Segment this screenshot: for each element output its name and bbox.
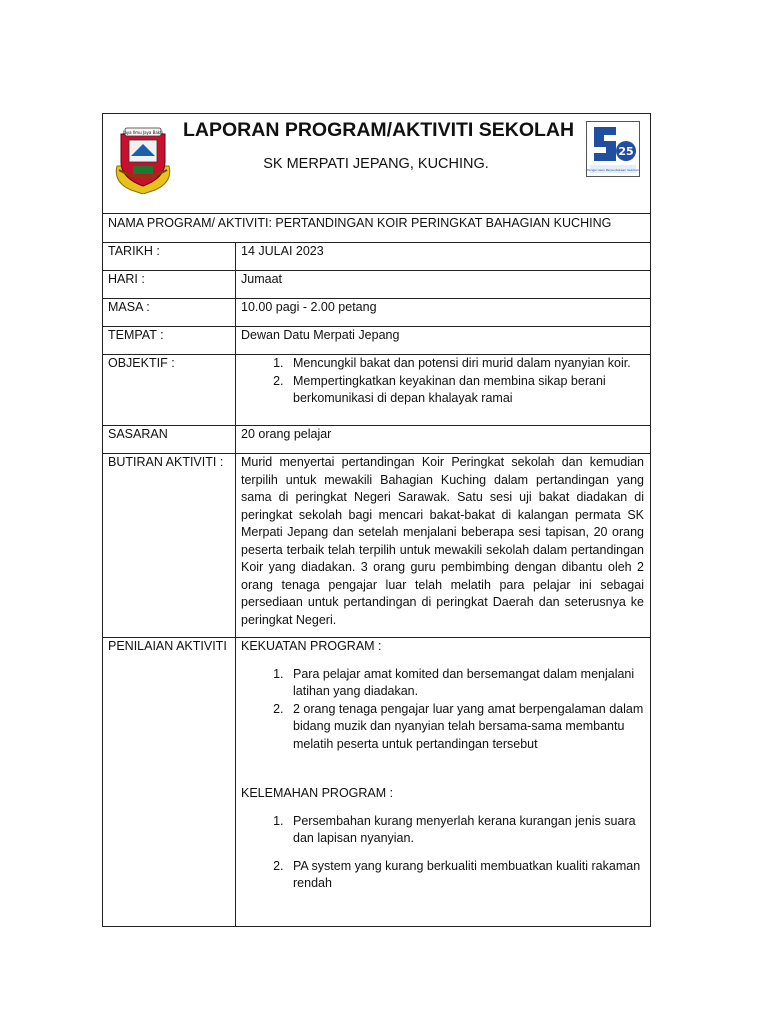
list-item: 2. PA system yang kurang berkualiti membuatkan kualiti rakaman rendah xyxy=(287,858,644,893)
badge-caption: Pengurusan Perpustakaan Sekolah xyxy=(587,168,639,172)
penilaian-value xyxy=(236,638,651,926)
school-crest-logo xyxy=(111,126,175,194)
kekuatan-list xyxy=(241,666,644,754)
spacer xyxy=(241,656,644,662)
kekuatan-heading: KEKUATAN PROGRAM : xyxy=(241,639,382,653)
list-item: 2. Mempertingkatkan keyakinan dan membina sikap berani berkomunikasi di depan khalayak ramai xyxy=(287,373,644,408)
butiran-value: Murid menyertai pertandingan Koir Peringkat sekolah dan kemudian terpilih untuk mewakili Bahagian Kuching dalam pertandingan yang sama di peringkat Negeri Sarawak. Satu sesi uji bakat diadakan di peringkat sekolah bagi mencari bakat-bakat di kalangan permata SK Merpati Jepang dan setelah menjalani beberapa sesi tapisan, 20 orang peserta terbaik telah terpilih untuk mewakili sekolah dalam pertandingan Koir yang diadakan. 3 orang guru pembimbing dengan dibantu oleh 2 orang tenaga pengajar luar telah melatih para pelajar ini sebagai persediaan untuk pertandingan di peringkat Daerah dan seterusnya ke peringkat Negeri. xyxy=(236,454,651,638)
objektif-label: OBJEKTIF : xyxy=(103,355,236,426)
butiran-label: BUTIRAN AKTIVITI : xyxy=(103,454,236,638)
penilaian-label: PENILAIAN AKTIVITI xyxy=(103,638,236,926)
report-details-table xyxy=(103,242,650,926)
list-item: 2. 2 orang tenaga pengajar luar yang amat berpengalaman dalam bidang muzik dan nyanyian telah bersama-sama membantu melatih peserta untuk pertandingan tersebut xyxy=(287,701,644,754)
row-masa xyxy=(103,299,650,327)
kelemahan-heading: KELEMAHAN PROGRAM : xyxy=(241,786,394,800)
spacer xyxy=(241,753,644,785)
row-sasaran xyxy=(103,426,650,454)
row-objektif xyxy=(103,355,650,426)
report-header xyxy=(103,114,650,213)
program-name: NAMA PROGRAM/ AKTIVITI: PERTANDINGAN KOIR PERINGKAT BAHAGIAN KUCHING xyxy=(108,216,612,230)
program-name-row xyxy=(103,213,650,242)
tempat-value: Dewan Datu Merpati Jepang xyxy=(236,327,651,355)
school-name: SK MERPATI JEPANG, KUCHING. xyxy=(263,156,489,172)
crest-motto-text: Jaya Ilmu Jaya Bakti xyxy=(123,130,163,135)
sasaran-label: SASARAN xyxy=(103,426,236,454)
list-item: 1. Mencungkil bakat dan potensi diri murid dalam nyanyian koir. xyxy=(287,355,644,373)
row-tempat xyxy=(103,327,650,355)
kelemahan-list xyxy=(241,813,644,893)
library-badge-logo xyxy=(586,121,640,177)
tarikh-label: TARIKH : xyxy=(103,243,236,271)
row-penilaian xyxy=(103,638,650,926)
report-title: LAPORAN PROGRAM/AKTIVITI SEKOLAH xyxy=(183,119,575,141)
list-item: 1. Persembahan kurang menyerlah kerana kurangan jenis suara dan lapisan nyanyian. xyxy=(287,813,644,848)
badge-number: 25 xyxy=(618,145,634,158)
hari-label: HARI : xyxy=(103,271,236,299)
spacer xyxy=(241,803,644,809)
objektif-value xyxy=(236,355,651,426)
row-butiran xyxy=(103,454,650,638)
report-form xyxy=(102,113,651,927)
row-tarikh xyxy=(103,243,650,271)
tempat-label: TEMPAT : xyxy=(103,327,236,355)
sasaran-value: 20 orang pelajar xyxy=(236,426,651,454)
hari-value: Jumaat xyxy=(236,271,651,299)
masa-value: 10.00 pagi - 2.00 petang xyxy=(236,299,651,327)
tarikh-value: 14 JULAI 2023 xyxy=(236,243,651,271)
masa-label: MASA : xyxy=(103,299,236,327)
list-item: 1. Para pelajar amat komited dan bersemangat dalam menjalani latihan yang diadakan. xyxy=(287,666,644,701)
objektif-list xyxy=(241,355,644,408)
row-hari xyxy=(103,271,650,299)
